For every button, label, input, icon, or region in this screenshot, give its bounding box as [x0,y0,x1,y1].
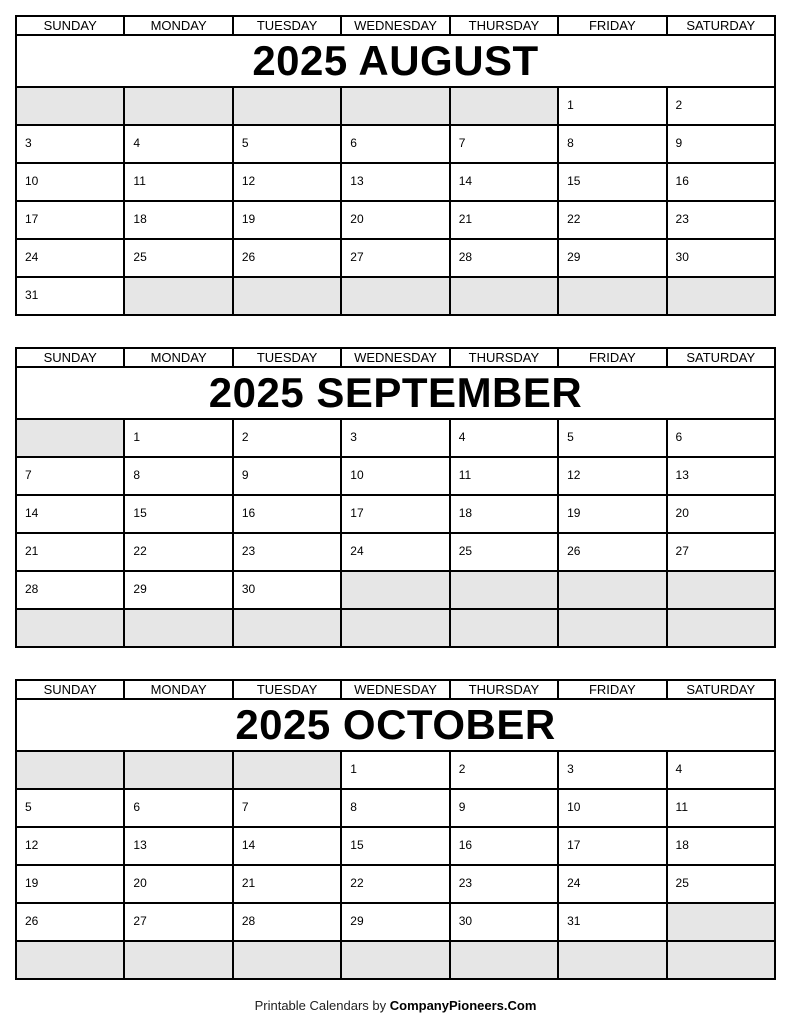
day-cell [124,789,232,827]
day-number: 30 [458,914,473,928]
empty-day-cell [233,277,341,315]
day-number: 29 [567,250,581,264]
day-number: 16 [241,506,256,520]
weekday-label: MONDAY [124,16,232,35]
weekday-label: WEDNESDAY [341,16,449,35]
day-cell [16,533,124,571]
empty-day-cell [16,751,124,789]
week-row [16,277,775,315]
day-cell [16,125,124,163]
day-cell [450,201,558,239]
day-number: 2 [458,762,466,776]
empty-day-cell [16,941,124,979]
day-number: 26 [25,914,39,928]
day-cell [558,457,666,495]
month-calendar [15,15,776,316]
day-cell [233,125,341,163]
day-number: 6 [675,430,683,444]
weekday-label: MONDAY [124,348,232,367]
empty-day-cell [341,941,449,979]
day-cell [450,495,558,533]
empty-day-cell [667,941,775,979]
day-number: 13 [350,174,364,188]
empty-day-cell [341,277,449,315]
day-cell [124,827,232,865]
day-cell [341,827,449,865]
day-cell [667,457,775,495]
day-cell [667,201,775,239]
day-number: 1 [133,430,141,444]
day-cell [124,419,232,457]
day-cell [558,789,666,827]
day-cell [16,571,124,609]
day-cell [16,827,124,865]
day-cell [16,457,124,495]
day-number: 19 [241,212,256,226]
day-number: 11 [133,174,146,188]
day-number: 12 [567,468,581,482]
day-number: 8 [350,800,357,814]
day-cell [16,201,124,239]
week-row [16,533,775,571]
day-number: 12 [25,838,39,852]
day-cell [450,239,558,277]
day-cell [341,865,449,903]
month-grid [15,679,776,980]
weekday-label: THURSDAY [450,680,558,699]
week-row [16,457,775,495]
day-number: 15 [350,838,364,852]
empty-day-cell [450,571,558,609]
day-cell [558,419,666,457]
day-number: 1 [350,762,357,776]
day-cell [667,239,775,277]
empty-day-cell [450,609,558,647]
day-number: 3 [25,136,32,150]
day-number: 26 [241,250,256,264]
day-number: 8 [133,468,141,482]
weekday-label: SATURDAY [667,16,775,35]
day-number: 16 [675,174,689,188]
day-cell [16,163,124,201]
day-cell [233,571,341,609]
day-number: 5 [241,136,249,150]
day-number: 21 [25,544,39,558]
day-number: 7 [25,468,32,482]
empty-day-cell [450,87,558,125]
day-number: 18 [133,212,147,226]
day-number: 29 [350,914,364,928]
weekday-header-row [16,16,775,35]
day-number: 30 [675,250,689,264]
day-number: 31 [25,288,39,302]
week-row [16,827,775,865]
weekday-label: WEDNESDAY [341,348,449,367]
month-grid [15,15,776,316]
day-number: 6 [350,136,357,150]
empty-day-cell [667,903,775,941]
day-number: 9 [241,468,249,482]
day-number: 27 [675,544,689,558]
month-grid [15,347,776,648]
day-cell [233,533,341,571]
day-cell [16,903,124,941]
empty-day-cell [450,277,558,315]
day-cell [124,125,232,163]
empty-day-cell [341,571,449,609]
weekday-header-row [16,680,775,699]
day-cell [124,495,232,533]
day-number: 29 [133,582,147,596]
empty-day-cell [233,609,341,647]
weekday-label: SUNDAY [16,680,124,699]
day-number: 17 [350,506,364,520]
day-number: 15 [133,506,147,520]
day-cell [558,87,666,125]
month-title: 2025 SEPTEMBER [16,367,775,419]
weekday-header-row [16,348,775,367]
weekday-label: SUNDAY [16,348,124,367]
empty-day-cell [233,751,341,789]
day-cell [341,495,449,533]
day-cell [233,419,341,457]
empty-day-cell [667,609,775,647]
weekday-label: FRIDAY [558,680,666,699]
footer-prefix: Printable Calendars by [254,998,387,1013]
day-cell [667,751,775,789]
empty-day-cell [341,87,449,125]
footer-brand: CompanyPioneers.Com [389,998,537,1013]
day-cell [450,751,558,789]
weekday-label: THURSDAY [450,348,558,367]
day-cell [341,419,449,457]
week-row [16,789,775,827]
day-cell [16,865,124,903]
day-cell [341,239,449,277]
day-number: 8 [567,136,574,150]
weekday-label: TUESDAY [233,348,341,367]
day-cell [124,239,232,277]
day-cell [233,495,341,533]
day-cell [558,827,666,865]
day-cell [341,201,449,239]
week-row [16,941,775,979]
day-number: 3 [567,762,574,776]
day-cell [667,789,775,827]
day-cell [558,903,666,941]
day-number: 20 [133,876,147,890]
day-number: 21 [241,876,256,890]
day-cell [16,495,124,533]
day-number: 26 [567,544,581,558]
day-cell [667,87,775,125]
day-number: 6 [133,800,141,814]
weekday-label: FRIDAY [558,16,666,35]
day-number: 19 [567,506,581,520]
day-cell [558,239,666,277]
day-number: 27 [133,914,147,928]
day-number: 24 [567,876,581,890]
week-row [16,609,775,647]
day-number: 4 [458,430,466,444]
day-cell [667,827,775,865]
day-number: 28 [25,582,39,596]
day-number: 22 [350,876,364,890]
day-number: 15 [567,174,581,188]
empty-day-cell [450,941,558,979]
day-cell [667,495,775,533]
day-cell [124,571,232,609]
day-number: 9 [675,136,683,150]
day-cell [450,457,558,495]
day-number: 25 [675,876,689,890]
day-number: 20 [350,212,364,226]
day-cell [341,163,449,201]
day-cell [558,865,666,903]
empty-day-cell [16,87,124,125]
day-cell [341,457,449,495]
week-row [16,419,775,457]
day-number: 7 [241,800,249,814]
week-row [16,751,775,789]
day-cell [558,163,666,201]
day-number: 4 [675,762,683,776]
week-row [16,903,775,941]
day-number: 12 [241,174,256,188]
weekday-label: THURSDAY [450,16,558,35]
month-title: 2025 AUGUST [16,35,775,87]
day-cell [124,201,232,239]
day-cell [124,903,232,941]
day-cell [341,751,449,789]
day-cell [558,201,666,239]
weekday-label: SATURDAY [667,680,775,699]
day-cell [233,457,341,495]
day-number: 31 [567,914,581,928]
day-cell [124,865,232,903]
week-row [16,865,775,903]
day-number: 30 [241,582,256,596]
empty-day-cell [124,87,232,125]
day-number: 25 [133,250,147,264]
day-number: 4 [133,136,141,150]
day-cell [233,903,341,941]
day-number: 18 [458,506,473,520]
empty-day-cell [558,609,666,647]
day-cell [233,865,341,903]
day-cell [667,533,775,571]
day-cell [667,163,775,201]
day-cell [667,419,775,457]
day-cell [450,419,558,457]
empty-day-cell [558,571,666,609]
weekday-label: TUESDAY [233,16,341,35]
day-cell [124,163,232,201]
month-calendar [15,347,776,648]
day-number: 21 [458,212,473,226]
day-cell [450,533,558,571]
day-number: 1 [567,98,574,112]
day-number: 10 [25,174,39,188]
day-number: 11 [458,468,472,482]
day-cell [667,865,775,903]
day-number: 20 [675,506,689,520]
empty-day-cell [667,277,775,315]
day-number: 17 [567,838,581,852]
empty-day-cell [16,419,124,457]
week-row [16,239,775,277]
empty-day-cell [341,609,449,647]
day-number: 9 [458,800,466,814]
week-row [16,495,775,533]
day-number: 22 [567,212,581,226]
day-number: 25 [458,544,473,558]
week-row [16,571,775,609]
day-number: 10 [350,468,364,482]
empty-day-cell [16,609,124,647]
day-number: 22 [133,544,147,558]
day-number: 23 [675,212,689,226]
day-number: 14 [458,174,473,188]
weekday-label: TUESDAY [233,680,341,699]
empty-day-cell [558,277,666,315]
day-cell [450,903,558,941]
day-cell [16,789,124,827]
footer [0,998,791,1013]
day-cell [667,125,775,163]
day-number: 28 [241,914,256,928]
day-number: 28 [458,250,473,264]
weekday-label: FRIDAY [558,348,666,367]
day-cell [341,789,449,827]
day-number: 2 [675,98,683,112]
day-cell [450,125,558,163]
day-cell [558,533,666,571]
day-number: 23 [241,544,256,558]
day-cell [233,239,341,277]
day-cell [233,201,341,239]
day-number: 14 [25,506,39,520]
week-row [16,201,775,239]
day-cell [16,277,124,315]
day-cell [16,239,124,277]
day-cell [558,751,666,789]
weekday-label: SUNDAY [16,16,124,35]
month-title: 2025 OCTOBER [16,699,775,751]
day-cell [450,163,558,201]
day-number: 16 [458,838,473,852]
empty-day-cell [124,941,232,979]
day-cell [341,903,449,941]
day-cell [124,457,232,495]
day-cell [233,827,341,865]
day-number: 10 [567,800,581,814]
day-cell [450,827,558,865]
day-number: 13 [675,468,689,482]
day-number: 2 [241,430,249,444]
day-number: 7 [458,136,466,150]
day-number: 24 [25,250,39,264]
empty-day-cell [233,941,341,979]
day-cell [558,125,666,163]
month-calendar [15,679,776,980]
day-number: 11 [675,800,688,814]
day-number: 24 [350,544,364,558]
day-cell [450,865,558,903]
day-number: 23 [458,876,473,890]
day-cell [341,125,449,163]
day-number: 18 [675,838,689,852]
day-number: 27 [350,250,364,264]
day-cell [233,789,341,827]
empty-day-cell [124,277,232,315]
week-row [16,163,775,201]
day-cell [341,533,449,571]
week-row [16,87,775,125]
empty-day-cell [124,751,232,789]
day-number: 5 [25,800,32,814]
empty-day-cell [558,941,666,979]
day-number: 5 [567,430,574,444]
week-row [16,125,775,163]
empty-day-cell [667,571,775,609]
day-number: 17 [25,212,39,226]
day-number: 3 [350,430,357,444]
day-cell [124,533,232,571]
weekday-label: SATURDAY [667,348,775,367]
day-number: 14 [241,838,256,852]
empty-day-cell [233,87,341,125]
day-cell [233,163,341,201]
day-cell [450,789,558,827]
day-number: 13 [133,838,147,852]
day-number: 19 [25,876,39,890]
empty-day-cell [124,609,232,647]
weekday-label: MONDAY [124,680,232,699]
weekday-label: WEDNESDAY [341,680,449,699]
day-cell [558,495,666,533]
